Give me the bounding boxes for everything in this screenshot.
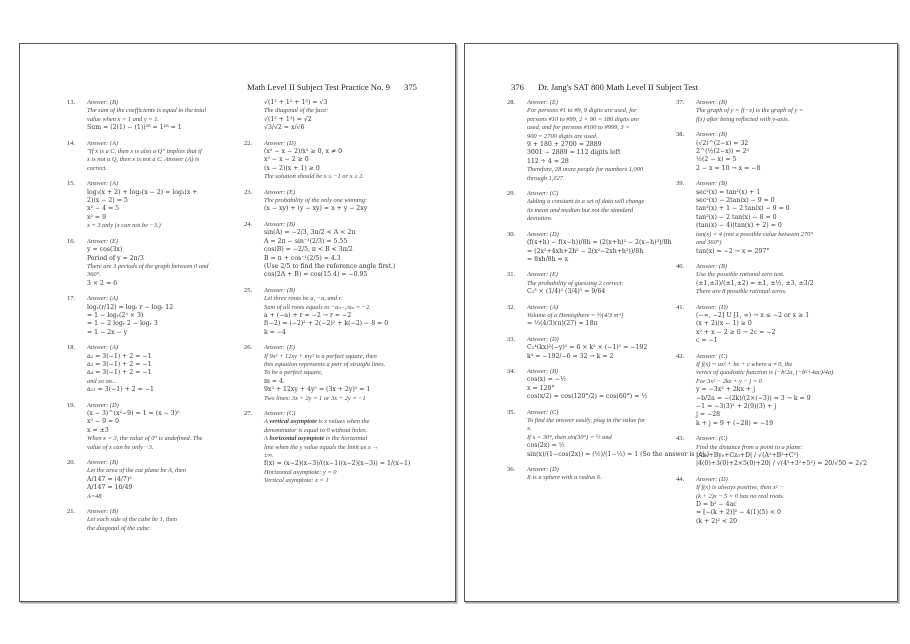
answer-item	[244, 140, 444, 182]
math-line: √3/√2 = x/√6	[264, 124, 305, 132]
question-number: 29.	[507, 190, 516, 198]
question-number: 24.	[244, 220, 253, 228]
math-line: a₃ = 3(−1) + 2 = −1	[87, 360, 152, 368]
math-line: j = −28	[696, 411, 721, 419]
answer-label: Answer: (B)	[264, 286, 296, 294]
answer-label: Answer: (E)	[264, 344, 296, 352]
explanation-line: The diagonal of the face:	[264, 107, 329, 115]
math-line: k + j = 9 + (−28) = −19	[696, 419, 774, 427]
answer-label: Answer: (D)	[527, 466, 559, 474]
question-number: 35.	[507, 408, 516, 416]
answer-label: Answer: (D)	[527, 335, 559, 343]
math-line: a + (−a) + r = −2 → r = −2	[264, 311, 352, 319]
explanation-line: There are 8 possible rational zeros.	[696, 288, 787, 296]
answer-label: Answer: (B)	[696, 180, 728, 188]
explanation-line: f(x) after being reflected with y-axis.	[696, 115, 790, 123]
math-line: x² − 4 = 5	[87, 205, 120, 213]
math-line: x = 120°	[527, 384, 555, 392]
page-number: 375	[404, 82, 417, 92]
explanation-line: used, and for persons #100 to #999, 3 ×	[527, 124, 630, 132]
answer-label: Answer: (B)	[696, 262, 728, 270]
question-number: 26.	[244, 344, 253, 352]
answer-item	[67, 99, 257, 133]
answer-label: Answer: (E)	[87, 237, 119, 245]
explanation-line: denominator is equal to 0 without holes.	[264, 426, 368, 434]
answer-item	[507, 99, 697, 183]
explanation-line: Let three roots be a, −a, and r.	[264, 295, 343, 303]
math-line: = [−(k + 2)]² − 4(1)(5) < 0	[696, 509, 781, 517]
math-line: (−∞, −2] U [1, ∞) → x ≤ −2 or x ≥ 1	[696, 311, 810, 319]
explanation-line: x is not a Q, then x is not a C. Answer (A) is	[87, 156, 200, 164]
answer-label: Answer: (B)	[87, 459, 119, 467]
question-number: 32.	[507, 303, 516, 311]
math-line: logᵣ(r/12) = logᵣ r − logᵣ 12	[87, 303, 174, 311]
math-line: 9 + 180 + 2700 = 2889	[527, 141, 602, 149]
math-line: x² − x − 2 ≥ 0	[264, 156, 309, 164]
math-line: f(x) = (x−2)(x−3)/((x−1)(x−2)(x−3)) = 1/(x−1)	[264, 460, 411, 468]
math-line: y = −3x² + 2kx + j	[696, 386, 756, 394]
explanation-line: the diagonal of the cube:	[87, 524, 151, 532]
math-line: (f(x+h) − f(x−h))/8h = (2(x+h)² − 2(x−h)²)/8h	[527, 239, 672, 247]
header-title: Dr. Jang's SAT 800 Math Level II Subject Test	[538, 82, 698, 92]
math-line: (x² − x − 2)/x² ≥ 0, x ≠ 0	[264, 148, 343, 156]
question-number: 38.	[676, 131, 685, 139]
answer-label: Answer: (B)	[264, 220, 296, 228]
answer-item	[67, 238, 257, 288]
answer-item	[676, 304, 886, 346]
math-line: cos(x) = −½	[527, 376, 566, 384]
math-line: (x − 3)^(x²−9) = 1 = (x − 3)⁰	[87, 410, 180, 417]
math-line: 2 − x = 10 → x = −8	[696, 164, 761, 172]
answer-item	[676, 435, 886, 469]
question-number: 13.	[67, 99, 76, 106]
math-line: log₃(x + 2) + log₃(x − 2) = log₃(x +	[87, 188, 198, 196]
math-line: B = π + cos⁻¹(2/5) = 4.3	[264, 254, 341, 262]
answer-label: Answer: (A)	[87, 344, 119, 352]
explanation-line: x = 3 only (x can not be −3.)	[87, 222, 161, 230]
explanation-line: It is a sphere with a radius 6.	[527, 474, 602, 482]
math-line: 9x² + 12xy + 4y² = (3x + 2y)² = 1	[264, 386, 371, 394]
running-header	[247, 82, 417, 92]
math-line: x² − 9 = 0	[87, 418, 120, 426]
question-number: 18.	[67, 344, 76, 352]
math-line: (Use 2/5 to find the reference angle first.)	[264, 262, 396, 270]
answer-label: Answer: (A)	[87, 139, 119, 147]
right-page	[464, 43, 898, 602]
answer-label: Answer: (B)	[527, 367, 559, 375]
explanation-line: Use the possible rational zero test.	[696, 271, 785, 279]
explanation-line: this equation represents a pair of straight lines.	[264, 360, 386, 368]
math-line: x² + x − 2 ≥ 0 → 2c = −2	[696, 328, 776, 336]
answer-label: Answer: (B)	[696, 131, 728, 139]
question-number: 44.	[676, 475, 685, 483]
math-line: sec²(x) = tan²(x) + 1	[696, 188, 761, 196]
math-line: cos(2x) = ½	[527, 442, 565, 450]
explanation-line: (k + 2)x − 5 = 0 has no real roots.	[696, 492, 785, 500]
explanation-line: and so on…	[87, 377, 118, 385]
question-number: 36.	[507, 466, 516, 474]
answer-item	[244, 410, 444, 486]
answer-label: Answer: (E)	[527, 271, 559, 279]
explanation-line: A=48	[87, 492, 102, 500]
math-line: ½(2 − x) = 5	[696, 156, 737, 164]
math-line: k = −4	[264, 328, 286, 336]
answer-item	[507, 368, 697, 402]
explanation-line: There are 3 periods of the graph between 0 and	[87, 262, 209, 270]
math-line: x = ±3	[87, 426, 109, 434]
explanation-line: ±∞.	[264, 452, 274, 460]
explanation-line: A horizontal asymptote is the horizontal	[264, 435, 368, 443]
question-number: 30.	[507, 230, 516, 238]
answer-item	[67, 344, 257, 394]
answer-label: Answer: (B)	[87, 508, 119, 516]
explanation-line: If f(x) is always positive, then x² −	[696, 484, 784, 492]
explanation-line: Adding a constant to a set of data will change	[527, 198, 645, 206]
answer-item	[67, 459, 257, 501]
math-line: = 1 − logᵣ(2² × 3)	[87, 311, 144, 319]
explanation-line: correct.	[87, 164, 107, 172]
explanation-line: its mean and median but not the standard	[527, 206, 634, 214]
explanation-line: Let the area of the cut plane be A, then	[87, 467, 187, 475]
question-number: 40.	[676, 262, 685, 270]
explanation-line: value when x = 1 and y = 1.	[87, 115, 159, 123]
explanation-line: Sum of all roots equals to −aₙ₋₁/aₙ = −2.	[264, 303, 371, 311]
math-line: x² = 9	[87, 213, 107, 221]
math-line: tan²(x) − 2 tan(x) − 8 = 0	[696, 213, 777, 221]
answer-label: Answer: (C)	[527, 190, 559, 198]
explanation-line: The graph of y = f(−x) is the graph of y =	[696, 107, 804, 115]
answer-item	[676, 263, 886, 297]
explanation-line: Let each side of the cube be 1, then	[87, 516, 177, 524]
math-line: C₂³ × (1/4)² (3/4)¹ = 9/64	[527, 288, 606, 296]
math-line: sec²(x) − 2tan(x) − 9 = 0	[696, 197, 775, 205]
math-line: c = −1	[696, 337, 718, 345]
answer-column-2	[676, 99, 886, 533]
answer-item	[67, 295, 257, 337]
explanation-line: x.	[527, 425, 532, 433]
answer-label: Answer: (E)	[527, 99, 559, 106]
explanation-line: The probability of guessing 2 correct:	[527, 279, 624, 287]
math-line: = (2x²+4xh+2h² − 2(x²−2xh+h²))/8h	[527, 247, 644, 255]
math-line: |Ax₀+By₀+Cz₀+D| / √(A²+B²+C²)	[696, 452, 799, 460]
answer-label: Answer: (A)	[87, 295, 119, 303]
math-line: |4(0)+3(0)+2×5(0)+20| / √(4²+3²+5²) = 20/√50 = 2√2	[696, 460, 868, 468]
answer-item	[676, 180, 886, 256]
answer-item	[676, 353, 886, 429]
question-number: 22.	[244, 139, 253, 147]
answer-item	[67, 180, 257, 230]
explanation-line: For persons #1 to #9, 9 digits are used, for	[527, 107, 637, 115]
answer-label: Answer: (A)	[527, 303, 559, 311]
math-line: (x − xy) + (y − xy) = x + y − 2xy	[264, 205, 368, 213]
explanation-line: value of x can be only −3.	[87, 443, 154, 451]
question-number: 33.	[507, 335, 516, 343]
math-line: D = b² − 4ac	[696, 501, 737, 509]
answer-label: Answer: (B)	[87, 99, 119, 106]
answer-column-2	[244, 99, 444, 493]
math-line: 2)(x − 2) = 5	[87, 197, 128, 205]
question-number: 25.	[244, 286, 253, 294]
question-number: 16.	[67, 237, 76, 245]
explanation-line: If 9x² + 12xy + my² is a perfect square, then	[264, 352, 377, 360]
question-number: 31.	[507, 271, 516, 279]
math-line: a₁₁ = 3(−1) + 2 = −1	[87, 386, 154, 394]
question-number: 28.	[507, 99, 516, 106]
math-line: sin(x)/(1−cos(2x)) = (½)/(1−½) = 1 (So the answer is (c).)	[527, 450, 710, 458]
emphasized-term: vertical asymptote	[269, 418, 317, 426]
answer-label: Answer: (C)	[264, 410, 296, 417]
math-line: C₂⁴(kx)²(−y)¹ = 6 × k² × (−1)¹ = −192	[527, 344, 648, 352]
explanation-line: Volume of a Hemisphere = ½(4/3 πr³)	[527, 311, 624, 319]
math-line: cos(2A + B) = cos(15.4) = −0.95	[264, 271, 368, 279]
emphasized-term: horizontal asymptote	[269, 435, 325, 443]
math-line: f(−2) = (−2)³ + 2(−2)² + k(−2) − 8 = 0	[264, 320, 389, 328]
math-line: cos(x/2) = cos(120°/2) = cos(60°) = ½	[527, 393, 648, 401]
math-line: = 1 − 2x − y	[87, 328, 128, 336]
page-number: 376	[511, 82, 524, 92]
math-line: 3001 − 2889 = 112 digits left	[527, 149, 621, 157]
math-line: a₂ = 3(−1) + 2 = −1	[87, 352, 152, 360]
answer-item	[244, 344, 444, 403]
math-line: a₄ = 3(−1) + 2 = −1	[87, 369, 152, 377]
answer-item	[507, 271, 697, 296]
explanation-line: Horizontal asymptote: y = 0	[264, 468, 337, 476]
explanation-line: For 3x² − 2kx + y − j = 0	[696, 377, 762, 385]
explanation-line: To be a perfect square,	[264, 369, 323, 377]
explanation-line: A vertical asymptote is x values when the	[264, 418, 370, 426]
math-line: = ½(4/3)(π)(27) = 18π	[527, 320, 598, 328]
explanation-line: tan(x) = 4 (not a possible value between 270°	[696, 230, 813, 238]
question-number: 42.	[676, 352, 685, 360]
math-line: A/147 = (4/7)²	[87, 475, 132, 483]
question-number: 27.	[244, 410, 253, 417]
explanation-line: 360°.	[87, 271, 101, 279]
answer-label: Answer: (C)	[696, 435, 728, 443]
math-line: tan²(x) + 1 − 2 tan(x) − 9 = 0	[696, 205, 790, 213]
math-line: (x + 2)(x − 1) ≥ 0	[696, 320, 752, 328]
math-line: y = cos(3x)	[87, 246, 123, 254]
math-line: m = 4.	[264, 377, 285, 385]
answer-item	[676, 99, 886, 124]
explanation-line: Two lines: 3x + 2y = 1 or 3x + 2y = −1	[264, 394, 366, 402]
question-number: 39.	[676, 180, 685, 188]
math-line: A/147 = 16/49	[87, 484, 133, 492]
explanation-line: and 360°)	[696, 239, 722, 247]
question-number: 19.	[67, 401, 76, 409]
answer-item	[244, 189, 444, 214]
question-number: 17.	[67, 295, 76, 303]
explanation-line: The probability of the only one winning:	[264, 197, 368, 205]
math-line: cos(B) = −2/5, π < B < 3π/2	[264, 246, 353, 254]
math-line: (k + 2)² < 20	[696, 517, 738, 525]
answer-item	[507, 231, 697, 265]
answer-item	[507, 336, 697, 361]
explanation-line: vertex of quadratic function is (−b/2a, (−b²+4ac)/4a).	[696, 369, 835, 377]
math-line: −1 = −3(3)² + 2(9)(3) + j	[696, 403, 777, 410]
math-line: (√2)^(2−x) = 32	[696, 139, 749, 147]
math-line: 2^(½(2−x)) = 2⁵	[696, 148, 749, 156]
explanation-line: "If x is a C, then x is also a Q" implies that if	[87, 148, 202, 156]
math-line: = 8xh/8h = x	[527, 255, 569, 263]
question-number: 21.	[67, 508, 76, 516]
explanation-line: persons #10 to #99, 2 × 90 = 180 digits are	[527, 115, 639, 123]
explanation-line: through 1,027.	[527, 174, 565, 182]
answer-item	[507, 304, 697, 329]
explanation-line: Find the distance from a point to a plane:	[696, 443, 803, 451]
math-line: sin(A) = −2/3, 3π/2 < A < 2π	[264, 229, 356, 237]
math-line: (x − 2)(x + 1) ≥ 0	[264, 164, 320, 172]
math-line: (tan(x) − 4)(tan(x) + 2) = 0	[696, 222, 782, 230]
left-page	[19, 43, 456, 602]
explanation-line: deviation.	[527, 215, 553, 223]
header-title: Math Level II Subject Test Practice No. 9	[247, 82, 390, 92]
answer-item	[676, 476, 886, 526]
answer-item	[244, 221, 444, 280]
question-number: 37.	[676, 99, 685, 106]
running-header	[511, 82, 698, 92]
answer-label: Answer: (D)	[87, 401, 119, 409]
question-number: 43.	[676, 435, 685, 443]
math-line: Sum = (2(1) − (1))²⁸ = 1²⁸ = 1	[87, 124, 182, 132]
math-line: Period of y = 2π/3	[87, 254, 144, 262]
explanation-line: line when the y value equals the limit as x →	[264, 443, 379, 451]
answer-label: Answer: (D)	[696, 475, 728, 483]
explanation-line: When x = 3, the value of 0⁰ is undefined. The	[87, 435, 203, 443]
explanation-line: If f(x) = ax² + bx + c where a ≠ 0, the	[696, 360, 793, 368]
math-line: √(1² + 1² + 1²) = √3	[264, 99, 328, 106]
answer-item	[244, 99, 444, 133]
question-number: 15.	[67, 180, 76, 188]
explanation-line: Vertical asymptote: x = 1	[264, 477, 329, 485]
answer-label: Answer: (C)	[527, 408, 559, 416]
question-number: 14.	[67, 139, 76, 147]
answer-label: Answer: (C)	[696, 352, 728, 360]
answer-label: Answer: (B)	[696, 99, 728, 106]
math-line: 3 × 2 = 6	[87, 279, 118, 287]
question-number: 34.	[507, 367, 516, 375]
math-line: (±1,±3)/(±1,±2) = ±1, ±½, ±3, ±3/2	[696, 279, 814, 287]
math-line: −b/2a = −(2k)/(2×(−3)) = 3 → k = 9	[696, 394, 811, 402]
answer-column-1	[67, 99, 257, 540]
math-line: A = 2π − sin⁻¹(2/3) = 5.55	[264, 237, 348, 245]
math-line: tan(x) = −2 → x = 297°	[696, 247, 770, 255]
math-line: k² = −192/−6 = 32 → k = 2	[527, 352, 614, 360]
question-number: 23.	[244, 188, 253, 196]
question-number: 20.	[67, 459, 76, 467]
answer-item	[676, 131, 886, 173]
math-line: 112 ÷ 4 = 28	[527, 157, 569, 165]
math-line: √(1² + 1²) = √2	[264, 115, 312, 123]
answer-label: Answer: (D)	[527, 230, 559, 238]
explanation-line: The solution should be x ≤ −1 or x ≥ 2.	[264, 173, 364, 181]
math-line: = 1 − 2 logᵣ 2 − logᵣ 3	[87, 320, 158, 328]
answer-label: Answer: (D)	[264, 139, 296, 147]
answer-item	[67, 140, 257, 174]
explanation-line: Therefore, 28 more people for numbers 1,000	[527, 166, 644, 174]
answer-item	[507, 190, 697, 224]
answer-label: Answer: (E)	[264, 188, 296, 196]
question-number: 41.	[676, 303, 685, 311]
explanation-line: If x = 30°, then sin(30°) = ½ and	[527, 433, 612, 441]
answer-item	[244, 287, 444, 337]
answer-label: Answer: (A)	[87, 180, 119, 188]
explanation-line: 900 = 2700 digits are used.	[527, 132, 598, 140]
answer-item	[507, 466, 697, 483]
answer-item	[67, 402, 257, 452]
explanation-line: To find the answer easily, plug in the value for	[527, 417, 646, 424]
answer-item	[67, 508, 257, 533]
explanation-line: The sum of the coefficients is equal to the total	[87, 107, 207, 115]
answer-label: Answer: (D)	[696, 303, 728, 311]
